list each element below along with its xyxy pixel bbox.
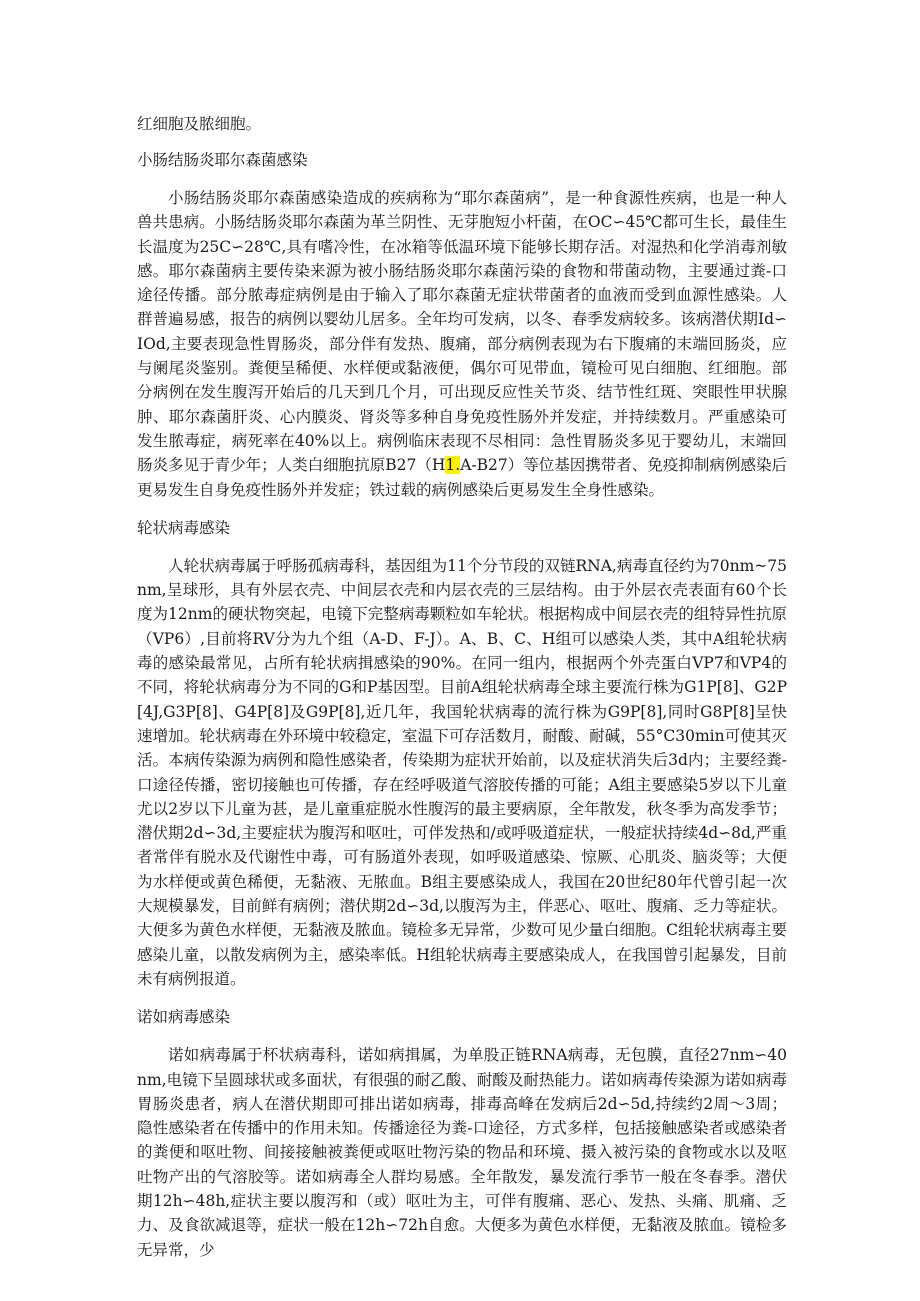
document-page bbox=[137, 112, 787, 1262]
section-heading-yersinia: 小肠结肠炎耶尔森菌感染 bbox=[137, 151, 308, 169]
paragraph-text-part: 小肠结肠炎耶尔森菌感染造成的疾病称为“耶尔森菌病”，是一种食源性疾病，也是一种人兽共患病。小肠结肠炎耶尔森菌为革兰阴性、无芽胞短小杆菌，在OC∽45℃都可生长，最佳生长温度为25C∽28℃,具有嗜冷性，在冰箱等低温环境下能够长期存活。对湿热和化学消毒剂敏感。耶尔森菌病主要传染来源为被小肠结肠炎耶尔森菌污染的食物和带菌动物，主要通过粪-口途径传播。部分脓毒症病例是由于输入了耶尔森菌无症状带菌者的血液而受到血源性感染。人群普遍易感，报告的病例以婴幼儿居多。全年均可发病，以冬、春季发病较多。该病潜伏期Id∽IOd,主要表现急性胃肠炎，部分伴有发热、腹痛，部分病例表现为右下腹痛的末端回肠炎，应与阑尾炎鉴别。粪便呈稀便、水样便或黏液便，偶尔可见带血，镜检可见白细胞、红细胞。部分病例在发生腹泻开始后的几天到几个月，可出现反应性关节炎、结节性红斑、突眼性甲状腺肿、耶尔森菌肝炎、心内膜炎、肾炎等多种自身免疫性肠外并发症，并持续数月。严重感染可发生脓毒症，病死率在40%以上。病例临床表现不尽相同：急性胃肠炎多见于婴幼儿，末端回肠炎多见于青少年；人类白细胞抗原B27（H bbox=[137, 189, 787, 475]
intro-line: 红细胞及脓细胞。 bbox=[137, 115, 262, 133]
highlighted-text: 1. bbox=[445, 456, 461, 475]
section-paragraph-yersinia bbox=[137, 186, 787, 502]
paragraph-text-part: A-B27）等位基因携带者、免疫抑制病例感染后更易发生自身免疫性肠外并发症；铁过载的病例感染后更易发生全身性感染。 bbox=[137, 456, 787, 499]
section-paragraph-norovirus: 诺如病毒属于杯状病毒科，诺如病揖属，为单股正链RNA病毒，无包膜，直径27nm∽40nm,电镜下呈圆球状或多面状，有很强的耐乙酸、耐酸及耐热能力。诺如病毒传染源为诺如病毒胃肠炎患者，病人在潜伏期即可排出诺如病毒，排毒高峰在发病后2d∽5d,持续约2周〜3周；隐性感染者在传播中的作用未知。传播途径为粪-口途径，方式多样，包括接触感染者或感染者的粪便和呕吐物、间接接触被粪便或呕吐物污染的物品和环境、摄入被污染的食物或水以及呕吐物产出的气溶胶等。诺如病毒全人群均易感。全年散发，暴发流行季节一般在冬春季。潜伏期12h∽48h,症状主要以腹泻和（或）呕吐为主，可伴有腹痛、恶心、发热、头痛、肌痛、乏力、及食欲减退等，症状一般在12h∽72h自愈。大便多为黄色水样便，无黏液及脓血。镜检多无异常，少 bbox=[137, 1046, 787, 1259]
section-heading-norovirus: 诺如病毒感染 bbox=[137, 1008, 231, 1027]
section-heading-rotavirus: 轮状病毒感染 bbox=[137, 518, 231, 537]
section-paragraph-rotavirus: 人轮状病毒属于呼肠孤病毒科，基因组为11个分节段的双链RNA,病毒直径约为70nm~75nm,呈球形，具有外层衣壳、中间层衣壳和内层衣壳的三层结构。由于外层衣壳表面有60个长度为12nm的硬状物突起，电镜下完整病毒颗粒如车轮状。根据构成中间层衣壳的组特异性抗原（VP6）,目前将RV分为九个组（A-D、F-J）。A、B、C、H组可以感染人类，其中A组轮状病毒的感染最常见，占所有轮状病揖感染的90%。在同一组内，根据两个外壳蛋白VP7和VP4的不同，将轮状病毒分为不同的G和P基因型。目前A组轮状病毒全球主要流行株为G1P[8]、G2P[4J,G3P[8]、G4P[8]及G9P[8],近几年，我国轮状病毒的流行株为G9P[8],同时G8P[8]呈快速增加。轮状病毒在外环境中较稳定，室温下可存活数月，耐酸、耐碱，55°C30min可使其灭活。本病传染源为病例和隐性感染者，传染期为症状开始前，以及症状消失后3d内；主要经粪-口途径传播，密切接触也可传播，存在经呼吸道气溶胶传播的可能；A组主要感染5岁以下儿童尤以2岁以下儿童为甚，是儿童重症脱水性腹泻的最主要病原，全年散发，秋冬季为高发季节；潜伏期2d∽3d,主要症状为腹泻和呕吐，可伴发热和/或呼吸道症状，一般症状持续4d∽8d,严重者常伴有脱水及代谢性中毒，可有肠道外表现，如呼吸道感染、惊厥、心肌炎、脑炎等；大便为水样便或黄色稀便，无黏液、无脓血。B组主要感染成人，我国在20世纪80年代曾引起一次大规模暴发，目前鲜有病例；潜伏期2d∽3d,以腹泻为主，伴恶心、呕吐、腹痛、乏力等症状。大便多为黄色水样便，无黏液及脓血。镜检多无异常，少数可见少量白细胞。C组轮状病毒主要感染儿童，以散发病例为主，感染率低。H组轮状病毒主要感染成人，在我国曾引起暴发，目前未有病例报道。 bbox=[137, 556, 787, 988]
